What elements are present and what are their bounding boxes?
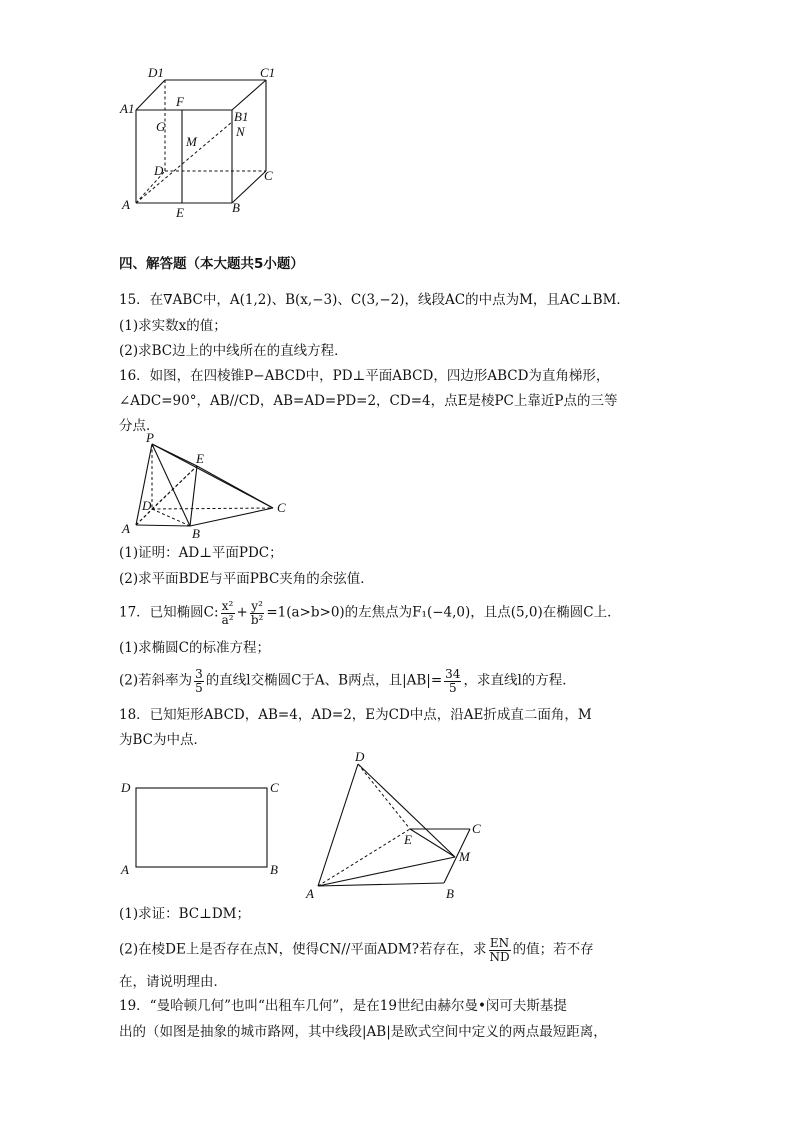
frac-num: 34 bbox=[445, 667, 461, 681]
q17-text-b: =1(a>b>0)的左焦点为F₁(−4,0)，且点(5,0)在椭圆C上． bbox=[266, 604, 621, 621]
q18-line-3: (1)求证：BC⊥DM； bbox=[119, 906, 250, 922]
plus-sign: + bbox=[236, 604, 248, 621]
frac-den: a² bbox=[221, 612, 234, 627]
label-C: C bbox=[264, 168, 273, 183]
q18-line-2: 为BC为中点． bbox=[119, 732, 208, 748]
label-M: M bbox=[186, 134, 197, 149]
label-B: B bbox=[192, 526, 200, 541]
label-C: C bbox=[277, 500, 286, 515]
label-A: A bbox=[122, 521, 130, 536]
q17-text-c: (2)若斜率为 bbox=[119, 672, 193, 689]
label-B: B bbox=[270, 862, 278, 877]
q17-text-d: 的直线l交椭圆C于A、B两点，且|AB|= bbox=[205, 672, 443, 689]
q15-line-2: (1)求实数x的值； bbox=[119, 318, 227, 334]
q19-line-1: 19．“曼哈顿几何”也叫“出租车几何”，是在19世纪由赫尔曼•闵可夫斯基提 bbox=[119, 998, 567, 1014]
fraction-y2-b2 bbox=[250, 600, 265, 626]
q17-line-2: (1)求椭圆C的标准方程； bbox=[119, 640, 270, 656]
fraction-EN-ND bbox=[489, 937, 511, 963]
label-C: C bbox=[472, 821, 481, 836]
frac-num: 3 bbox=[195, 667, 203, 681]
frac-num: y² bbox=[251, 599, 263, 613]
fraction-3-5 bbox=[194, 668, 204, 694]
q16-line-3: 分点． bbox=[119, 418, 160, 434]
q16-line-4: (1)证明：AD⊥平面PDC； bbox=[119, 545, 283, 561]
section-heading: 四、解答题（本大题共5小题） bbox=[119, 256, 304, 272]
label-M: M bbox=[459, 849, 470, 864]
q18-text-a: (2)在棱DE上是否存在点N，使得CN//平面ADM?若存在，求 bbox=[119, 941, 487, 958]
q16-line-1: 16．如图，在四棱锥P−ABCD中，PD⊥平面ABCD，四边形ABCD为直角梯形， bbox=[119, 368, 610, 384]
fraction-34-5 bbox=[444, 668, 461, 694]
q15-line-1: 15．在∇ABC中，A(1,2)、B(x,−3)、C(3,−2)，线段AC的中点为M，且AC⊥BM． bbox=[119, 292, 630, 308]
label-A1: A1 bbox=[120, 101, 135, 116]
label-A: A bbox=[121, 862, 129, 877]
label-C1: C1 bbox=[260, 65, 276, 80]
label-E: E bbox=[176, 205, 184, 220]
folded-figure bbox=[300, 748, 500, 908]
frac-num: EN bbox=[489, 936, 510, 950]
frac-den: b² bbox=[250, 612, 264, 627]
label-D: D bbox=[355, 749, 365, 764]
rectangle-figure bbox=[118, 776, 298, 876]
frac-num: x² bbox=[221, 599, 234, 613]
q16-line-2: ∠ADC=90°，AB//CD，AB=AD=PD=2，CD=4，点E是棱PC上靠近P点的三等 bbox=[119, 393, 618, 409]
label-B: B bbox=[232, 200, 240, 215]
label-F: F bbox=[176, 94, 184, 109]
q18-line-4 bbox=[119, 937, 594, 963]
label-G: G bbox=[156, 119, 166, 134]
q17-text-e: ，求直线l的方程． bbox=[463, 672, 576, 689]
q17-text-a: 17．已知椭圆C: bbox=[119, 604, 219, 621]
q18-text-b: 的值；若不存 bbox=[512, 941, 594, 958]
frac-den: 5 bbox=[195, 680, 203, 695]
pyramid-figure bbox=[118, 432, 303, 542]
q17-line-3 bbox=[119, 668, 576, 694]
q18-line-5: 在，请说明理由． bbox=[119, 974, 227, 990]
label-C: C bbox=[270, 780, 279, 795]
q18-line-1: 18．已知矩形ABCD，AB=4，AD=2，E为CD中点，沿AE折成直二面角，M bbox=[119, 707, 592, 723]
label-A: A bbox=[306, 886, 314, 901]
label-E: E bbox=[196, 451, 204, 466]
label-N: N bbox=[236, 124, 245, 139]
frac-den: 5 bbox=[448, 680, 457, 695]
label-E: E bbox=[404, 832, 412, 847]
frac-den: ND bbox=[489, 949, 510, 964]
label-D: D bbox=[154, 163, 164, 178]
label-B: B bbox=[446, 886, 454, 901]
label-D1: D1 bbox=[148, 65, 164, 80]
label-A: A bbox=[122, 197, 130, 212]
q17-line-1 bbox=[119, 600, 621, 626]
q19-line-2: 出的（如图是抽象的城市路网，其中线段|AB|是欧式空间中定义的两点最短距离， bbox=[119, 1024, 607, 1040]
q16-line-5: (2)求平面BDE与平面PBC夹角的余弦值． bbox=[119, 571, 374, 587]
q15-line-3: (2)求BC边上的中线所在的直线方程． bbox=[119, 343, 348, 359]
cube-figure bbox=[118, 58, 298, 223]
label-B1: B1 bbox=[234, 109, 249, 124]
label-P: P bbox=[146, 430, 154, 445]
fraction-x2-a2 bbox=[221, 600, 235, 626]
label-D: D bbox=[142, 498, 152, 513]
label-D: D bbox=[121, 780, 131, 795]
